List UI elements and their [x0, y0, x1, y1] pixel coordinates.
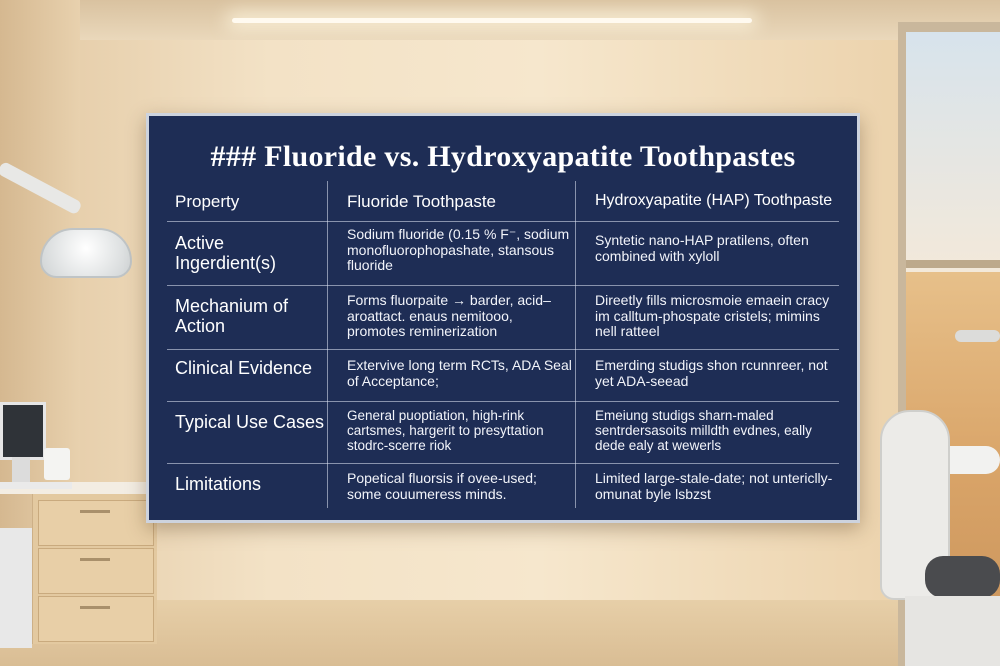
table-rule	[167, 285, 839, 286]
row-hap-value: Emeiung studigs sharn-maled sentrdersasoits milldth evdnes, eally dede ealy at wewerls	[595, 408, 812, 454]
dental-chair-base	[905, 596, 1000, 666]
drawer-handle	[80, 558, 110, 561]
drawer-handle	[80, 510, 110, 513]
row-fluoride-value: Extervive long term RCTs, ADA Seal of Acceptance;	[347, 357, 572, 389]
header-property: Property	[175, 192, 240, 211]
comparison-table	[167, 181, 839, 508]
row-property: Active Ingerdient(s)	[175, 233, 277, 274]
printer	[0, 528, 32, 648]
row-fluoride-value: General puoptiation, high-rink cartsmes, hargerit to presyttation stodrc-scerre riok	[347, 408, 544, 454]
header-fluoride: Fluoride Toothpaste	[347, 192, 497, 211]
table-rule	[167, 349, 839, 350]
row-hap-value: Direetly fills microsmoie emaein cracy im calltum-phospate cristels; mimins nell ratteel	[595, 292, 830, 340]
computer-monitor	[0, 402, 46, 460]
dental-chair-seat	[925, 556, 1000, 598]
table-rule	[167, 463, 839, 464]
ceiling-light-strip	[232, 18, 752, 23]
board-title: ### Fluoride vs. Hydroxyapatite Toothpastes	[210, 140, 796, 173]
row-fluoride-value: Popetical fluorsis if ovee-used; some couumeress minds.	[347, 470, 537, 502]
window-mullion	[906, 260, 1000, 268]
row-property: Limitations	[175, 474, 262, 494]
drawer	[38, 500, 154, 546]
table-rule	[167, 401, 839, 402]
row-property: Mechanium of Action	[175, 296, 289, 337]
dental-chair-light-arm	[955, 330, 1000, 342]
table-rule	[167, 221, 839, 222]
drawer	[38, 548, 154, 594]
header-hap: Hydroxyapatite (HAP) Toothpaste	[595, 192, 833, 209]
keyboard	[0, 482, 72, 489]
row-hap-value: Syntetic nano-HAP pratilens, often combined with xyloll	[595, 232, 809, 264]
dental-lamp-head	[40, 228, 132, 278]
drawer-handle	[80, 606, 110, 609]
comparison-board	[146, 113, 860, 523]
row-property: Typical Use Cases	[175, 412, 325, 432]
row-hap-value: Limited large-stale-date; not untericlly-omunat byle lsbzst	[595, 470, 833, 502]
instrument-cup	[44, 448, 70, 480]
row-fluoride-value: Sodium fluoride (0.15 % F⁻, sodium monofluorophopashate, stansous fluoride	[347, 226, 570, 274]
monitor-stand	[12, 457, 30, 482]
table-column-rule	[327, 181, 328, 508]
window-sky	[906, 32, 1000, 272]
row-fluoride-value: Forms fluorpaite → barder, acid–aroattact. enaus nemitooo, promotes reminerization	[347, 292, 551, 340]
table-column-rule	[575, 181, 576, 508]
drawer	[38, 596, 154, 642]
row-hap-value: Emerding studigs shon rcunnreer, not yet ADA-seead	[595, 357, 828, 389]
row-property: Clinical Evidence	[175, 358, 313, 378]
